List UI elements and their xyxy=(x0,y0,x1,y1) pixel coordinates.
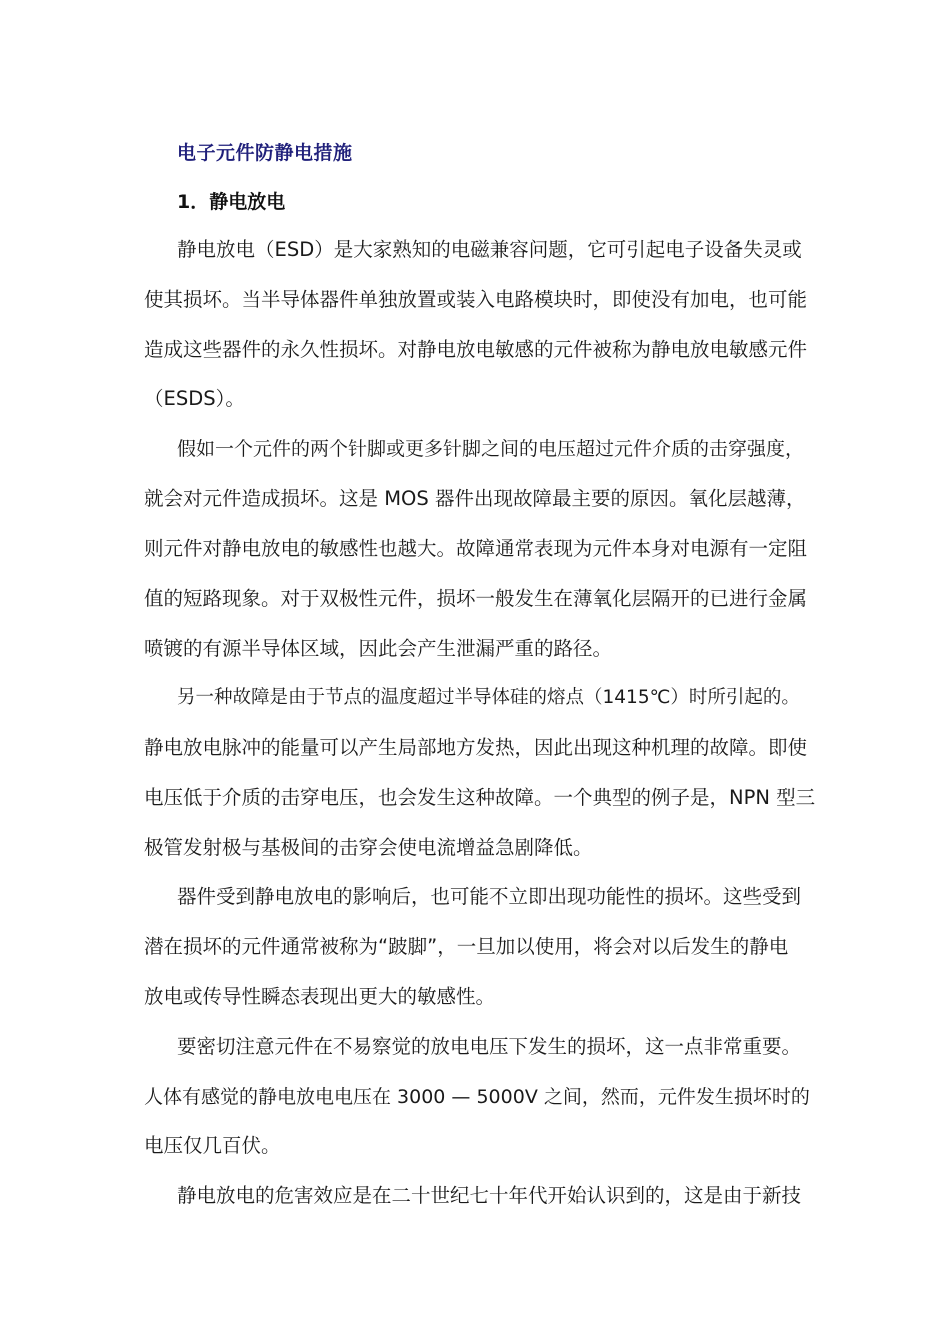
paragraph-1-line-2: 使其损坏。当半导体器件单独放置或装入电路模块时，即使没有加电，也可能 xyxy=(144,288,808,311)
paragraph-5-line-2: 人体有感觉的静电放电电压在 3000 — 5000V 之间，然而，元件发生损坏时的 xyxy=(144,1086,810,1108)
paragraph-4-line-2: 潜在损坏的元件通常被称为“跛脚”，一旦加以使用，将会对以后发生的静电 xyxy=(144,935,789,958)
paragraph-5-line-1: 要密切注意元件在不易察觉的放电电压下发生的损坏，这一点非常重要。 xyxy=(177,1035,802,1058)
paragraph-1-line-1: 静电放电（ESD）是大家熟知的电磁兼容问题，它可引起电子设备失灵或 xyxy=(177,238,802,261)
paragraph-3-line-3: 电压低于介质的击穿电压，也会发生这种故障。一个典型的例子是，NPN 型三 xyxy=(144,786,816,809)
paragraph-1-line-3: 造成这些器件的永久性损坏。对静电放电敏感的元件被称为静电放电敏感元件 xyxy=(144,338,808,361)
paragraph-2-line-3: 则元件对静电放电的敏感性也越大。故障通常表现为元件本身对电源有一定阻 xyxy=(144,537,808,560)
document-title: 电子元件防静电措施 xyxy=(177,142,353,164)
paragraph-2-line-5: 喷镀的有源半导体区域，因此会产生泄漏严重的路径。 xyxy=(144,637,613,660)
paragraph-6-line-1: 静电放电的危害效应是在二十世纪七十年代开始认识到的，这是由于新技 xyxy=(177,1184,802,1207)
paragraph-3-line-1: 另一种故障是由于节点的温度超过半导体硅的熔点（1415℃）时所引起的。 xyxy=(177,687,800,708)
paragraph-5-line-3: 电压仅几百伏。 xyxy=(144,1134,281,1157)
paragraph-3-line-4: 极管发射极与基极间的击穿会使电流增益急剧降低。 xyxy=(144,836,593,859)
section-heading: 1．静电放电 xyxy=(177,191,286,213)
paragraph-1-line-4: （ESDS）。 xyxy=(144,387,245,410)
paragraph-4-line-3: 放电或传导性瞬态表现出更大的敏感性。 xyxy=(144,985,496,1008)
paragraph-3-line-2: 静电放电脉冲的能量可以产生局部地方发热，因此出现这种机理的故障。即使 xyxy=(144,736,808,759)
paragraph-2-line-2: 就会对元件造成损坏。这是 MOS 器件出现故障最主要的原因。氧化层越薄， xyxy=(144,487,806,510)
paragraph-2-line-4: 值的短路现象。对于双极性元件，损坏一般发生在薄氧化层隔开的已进行金属 xyxy=(144,587,808,610)
paragraph-2-line-1: 假如一个元件的两个针脚或更多针脚之间的电压超过元件介质的击穿强度， xyxy=(177,438,805,460)
paragraph-4-line-1: 器件受到静电放电的影响后，也可能不立即出现功能性的损坏。这些受到 xyxy=(177,885,802,908)
